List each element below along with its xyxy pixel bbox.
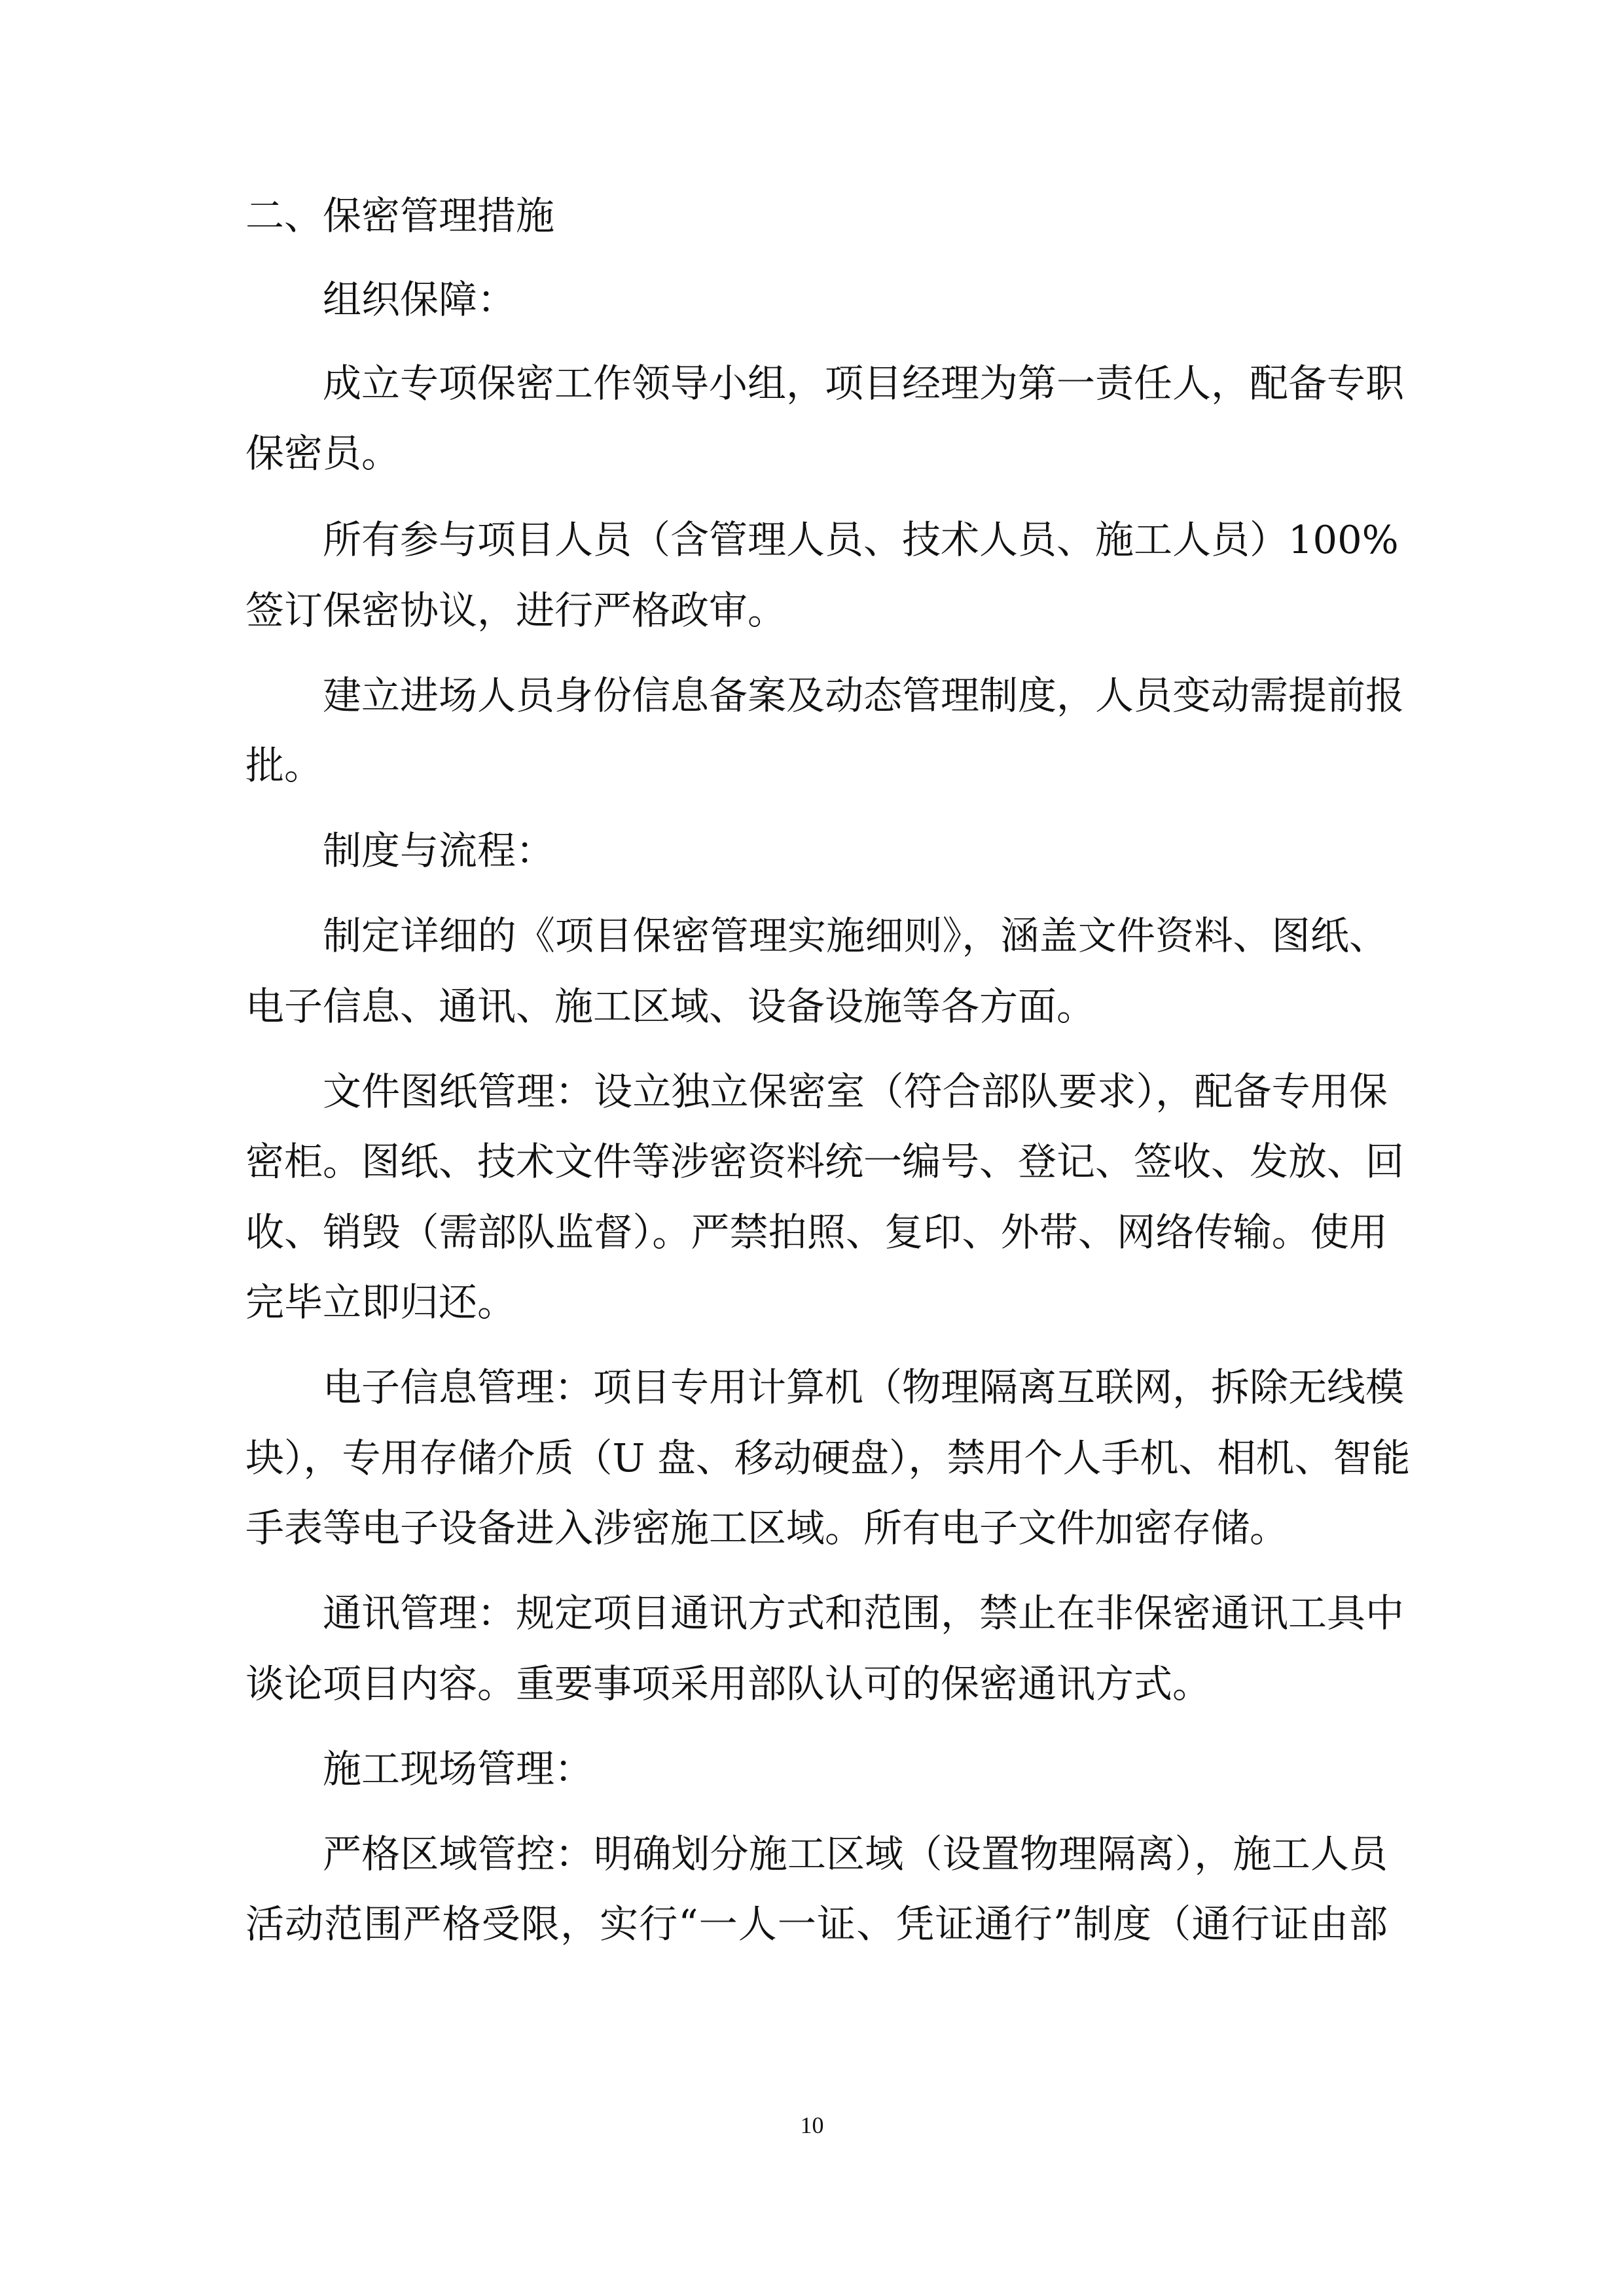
paragraph-line: 所有参与项目人员（含管理人员、技术人员、施工人员）100% — [323, 517, 1399, 562]
subheading-site: 施工现场管理： — [323, 1746, 594, 1791]
paragraph-line: 建立进场人员身份信息备案及动态管理制度，人员变动需提前报 — [323, 673, 1405, 718]
paragraph-line: 谈论项目内容。重要事项采用部队认可的保密通讯方式。 — [245, 1661, 1212, 1706]
paragraph-line: 通讯管理：规定项目通讯方式和范围，禁止在非保密通讯工具中 — [323, 1590, 1405, 1636]
paragraph-line: 制定详细的《项目保密管理实施细则》，涵盖文件资料、图纸、 — [323, 913, 1388, 958]
paragraph-line: 完毕立即归还。 — [245, 1280, 516, 1325]
paragraph-line: 块），专用存储介质（U 盘、移动硬盘），禁用个人手机、相机、智能 — [245, 1435, 1411, 1480]
paragraph-line: 文件图纸管理：设立独立保密室（符合部队要求），配备专用保 — [323, 1069, 1388, 1114]
paragraph-line: 手表等电子设备进入涉密施工区域。所有电子文件加密存储。 — [245, 1505, 1289, 1551]
paragraph-line: 电子信息、通讯、施工区域、设备设施等各方面。 — [245, 984, 1096, 1029]
section-heading: 二、保密管理措施 — [245, 193, 555, 238]
subheading-organization: 组织保障： — [323, 277, 516, 322]
page-number: 10 — [800, 2112, 824, 2138]
paragraph-line: 批。 — [245, 743, 323, 788]
paragraph-line: 签订保密协议，进行严格政审。 — [245, 588, 787, 633]
paragraph-line: 成立专项保密工作领导小组，项目经理为第一责任人，配备专职 — [323, 361, 1405, 406]
paragraph-line: 密柜。图纸、技术文件等涉密资料统一编号、登记、签收、发放、回 — [245, 1139, 1405, 1184]
paragraph-line: 严格区域管控：明确划分施工区域（设置物理隔离），施工人员 — [323, 1831, 1388, 1876]
paragraph-line: 电子信息管理：项目专用计算机（物理隔离互联网，拆除无线模 — [323, 1365, 1405, 1410]
paragraph-line: 保密员。 — [245, 431, 401, 476]
paragraph-line: 收、销毁（需部队监督）。严禁拍照、复印、外带、网络传输。使用 — [245, 1210, 1388, 1255]
subheading-process: 制度与流程： — [323, 828, 555, 873]
paragraph-line: 活动范围严格受限，实行“一人一证、凭证通行”制度（通行证由部 — [245, 1901, 1388, 1946]
